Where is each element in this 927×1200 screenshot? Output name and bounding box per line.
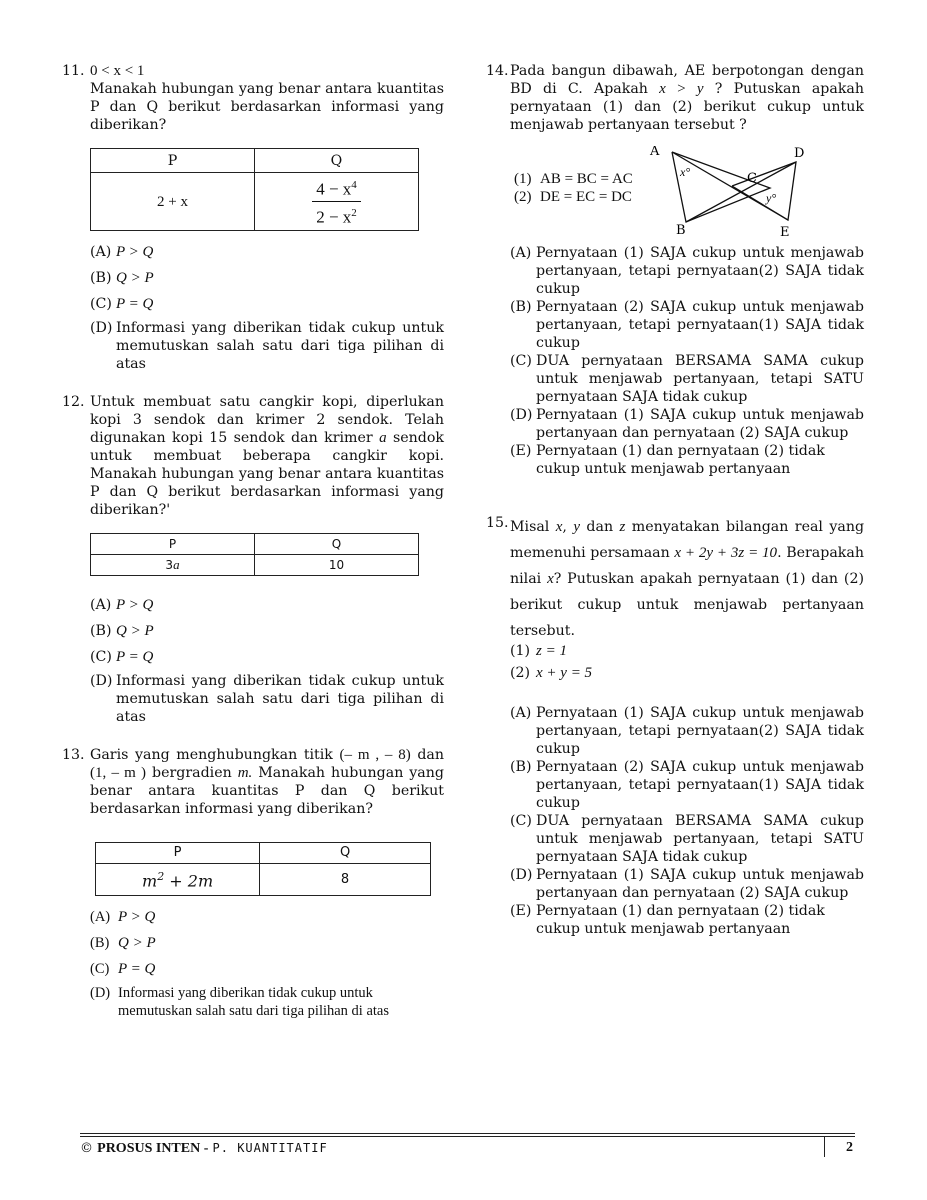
- option-label: (D): [90, 320, 113, 336]
- statement-2: [510, 662, 864, 684]
- option-text: DUA pernyataan BERSAMA SAMA cukup untuk menjawab pertanyaan, tetapi SATU pernyataan SAJA tidak cukup: [536, 813, 864, 865]
- option-label: (D): [510, 867, 533, 883]
- text-part: Manakah hubungan yang benar antara kuantitas P dan Q berikut berdasarkan informasi yang diberikan?: [90, 765, 444, 817]
- header-p: P: [91, 149, 255, 173]
- denominator-exponent: 2: [351, 207, 357, 219]
- option-c: [510, 812, 864, 866]
- variable-x: x: [555, 519, 563, 535]
- line-ae: [672, 152, 788, 220]
- option-label: (C): [90, 961, 110, 977]
- option-b: [510, 758, 864, 812]
- question-14: [486, 62, 864, 478]
- option-text: P = Q: [118, 961, 156, 977]
- value-p: 2 + x: [91, 173, 255, 231]
- options: [90, 243, 444, 373]
- numerator: 4 − x: [316, 180, 352, 199]
- footer-rule: [80, 1133, 855, 1134]
- variable-x: x: [547, 571, 554, 587]
- option-text: P = Q: [116, 649, 154, 665]
- triangle-abc: [672, 152, 770, 222]
- equation: x + 2y + 3z = 10: [674, 545, 778, 561]
- text-part: bergradien: [152, 765, 232, 781]
- value-q: 8: [260, 864, 431, 896]
- option-c: [90, 648, 444, 666]
- option-text: Pernyataan (1) dan pernyataan (2) tidak cukup untuk menjawab pertanyaan: [536, 903, 825, 937]
- text-part: . Berapakah nilai: [510, 545, 864, 587]
- option-label: (C): [510, 353, 532, 369]
- option-text: Q > P: [116, 270, 154, 286]
- option-b: [90, 269, 444, 287]
- option-a: [90, 908, 444, 926]
- text-part: ? Putuskan apakah pernyataan (1) dan (2) berikut cukup untuk menjawab pertanyaan tersebut.: [510, 571, 864, 639]
- label-b: B: [676, 223, 686, 238]
- question-number: 11.: [62, 63, 85, 79]
- comparison-table: [90, 148, 419, 231]
- question-condition: 0 < x < 1: [90, 63, 145, 79]
- comparison-table: [90, 533, 419, 576]
- option-text: Q > P: [118, 935, 156, 951]
- question-11: [62, 62, 444, 373]
- statements-and-figure: [486, 136, 864, 244]
- header-p: P: [91, 534, 255, 555]
- angle-x: x°: [680, 165, 691, 179]
- question-text: [510, 514, 864, 644]
- option-e: [510, 902, 864, 938]
- option-label: (B): [90, 935, 110, 951]
- value-p: [96, 864, 260, 896]
- value-q: [255, 173, 419, 231]
- option-label: (B): [90, 623, 112, 639]
- option-text: P > Q: [116, 597, 154, 613]
- question-number: 15.: [486, 515, 509, 531]
- option-label: (A): [90, 909, 111, 925]
- text-part: ? Putuskan apakah pernyataan (1) dan (2) berikut cukup untuk menjawab pertanyaan tersebut ?: [510, 81, 865, 133]
- option-text: P > Q: [116, 244, 154, 260]
- statement-1: [514, 170, 633, 188]
- bowtie-figure: [646, 146, 816, 244]
- option-label: (A): [510, 245, 532, 261]
- fraction: [312, 176, 361, 226]
- statement-2: [514, 188, 633, 206]
- question-number: 12.: [62, 394, 85, 410]
- option-text: Informasi yang diberikan tidak cukup untuk memutuskan salah satu dari tiga pilihan di atas: [118, 985, 390, 1019]
- text-part: menyatakan bilangan real yang memenuhi persamaan: [510, 519, 865, 561]
- statement-label: (1): [514, 171, 532, 187]
- header-q: Q: [260, 843, 431, 864]
- option-label: (B): [90, 270, 112, 286]
- option-label: (B): [510, 299, 532, 315]
- value-q: 10: [255, 555, 419, 576]
- question-12: [62, 393, 444, 726]
- option-label: (D): [510, 407, 533, 423]
- option-d: [510, 406, 864, 442]
- text-part: dan: [417, 747, 444, 763]
- statements: [514, 170, 633, 206]
- option-text: Q > P: [116, 623, 154, 639]
- option-label: (C): [510, 813, 532, 829]
- statement-text: AB = BC = AC: [540, 171, 633, 187]
- option-c: [510, 352, 864, 406]
- header-q: Q: [255, 534, 419, 555]
- variable: m.: [237, 765, 253, 781]
- option-label: (B): [510, 759, 532, 775]
- variable: a: [173, 557, 180, 572]
- option-text: P = Q: [116, 296, 154, 312]
- page-footer: [80, 1133, 855, 1163]
- text-part: ,: [562, 519, 567, 535]
- copyright-icon: ©: [80, 1141, 93, 1156]
- variable-z: z: [619, 519, 626, 535]
- question-13: [62, 746, 444, 1020]
- header-q: Q: [255, 149, 419, 173]
- statement-text: x + y = 5: [536, 665, 593, 681]
- option-label: (A): [510, 705, 532, 721]
- option-b: [510, 298, 864, 352]
- footer-subject: P. KUANTITATIF: [212, 1141, 328, 1155]
- footer-brand: PROSUS INTEN -: [97, 1141, 209, 1156]
- option-d: [90, 984, 444, 1020]
- statement-text: z = 1: [536, 643, 567, 659]
- statement-label: (2): [514, 189, 532, 205]
- point-2: (1, – m ): [90, 765, 147, 781]
- option-label: (C): [90, 649, 112, 665]
- option-text: Pernyataan (1) SAJA cukup untuk menjawab pertanyaan dan pernyataan (2) SAJA cukup: [536, 867, 864, 901]
- text-part: Untuk membuat satu cangkir kopi, diperlukan kopi 3 sendok dan krimer 2 sendok. Telah digunakan kopi 15 sendok dan krimer: [90, 394, 444, 446]
- label-d: D: [794, 146, 805, 161]
- option-b: [90, 934, 444, 952]
- right-column: [486, 62, 864, 958]
- exponent: 2: [157, 870, 165, 884]
- label-e: E: [780, 225, 790, 240]
- option-label: (D): [90, 985, 111, 1001]
- footer-text: [80, 1141, 328, 1157]
- numerator-exponent: 4: [351, 179, 357, 192]
- option-d: [90, 672, 444, 726]
- option-text: Informasi yang diberikan tidak cukup untuk memutuskan salah satu dari tiga pilihan di atas: [116, 673, 444, 725]
- question-text: Manakah hubungan yang benar antara kuantitas P dan Q berikut berdasarkan informasi yang diberikan?: [90, 81, 444, 133]
- comparison-table: [95, 842, 431, 896]
- question-number: 13.: [62, 747, 85, 763]
- option-c: [90, 960, 444, 978]
- label-c: C: [747, 171, 757, 186]
- footer-rule-thin: [80, 1136, 855, 1137]
- options: [510, 244, 864, 478]
- option-text: Informasi yang diberikan tidak cukup untuk memutuskan salah satu dari tiga pilihan di atas: [116, 320, 444, 372]
- header-p: P: [96, 843, 260, 864]
- option-a: [90, 596, 444, 614]
- base: m: [142, 871, 158, 891]
- option-text: Pernyataan (2) SAJA cukup untuk menjawab pertanyaan, tetapi pernyataan(1) SAJA tidak cukup: [536, 299, 864, 351]
- page-number: 2: [846, 1140, 853, 1155]
- option-label: (E): [510, 443, 532, 459]
- option-label: (A): [90, 597, 112, 613]
- angle-y: y°: [766, 191, 777, 205]
- option-c: [90, 295, 444, 313]
- option-label: (A): [90, 244, 112, 260]
- option-text: Pernyataan (1) SAJA cukup untuk menjawab pertanyaan, tetapi pernyataan(2) SAJA tidak cukup: [536, 245, 864, 297]
- value-p: [91, 555, 255, 576]
- question-text: [90, 746, 444, 818]
- option-a: [510, 244, 864, 298]
- option-label: (E): [510, 903, 532, 919]
- text-part: Misal: [510, 519, 550, 535]
- statement-text: DE = EC = DC: [540, 189, 632, 205]
- options: [510, 704, 864, 938]
- question-text: [90, 393, 444, 519]
- question-text: [510, 62, 864, 134]
- statements: [510, 640, 864, 684]
- rest: + 2m: [164, 871, 214, 891]
- label-a: A: [650, 146, 660, 159]
- option-label: (C): [90, 296, 112, 312]
- variable-y: y: [573, 519, 581, 535]
- option-text: DUA pernyataan BERSAMA SAMA cukup untuk menjawab pertanyaan, tetapi SATU pernyataan SAJA tidak cukup: [536, 353, 864, 405]
- options: [90, 908, 444, 1020]
- option-b: [90, 622, 444, 640]
- coefficient: 3: [165, 558, 174, 572]
- option-d: [510, 866, 864, 902]
- text-part: dan: [586, 519, 614, 535]
- left-column: [62, 62, 444, 1040]
- question-number: 14.: [486, 63, 509, 79]
- option-e: [510, 442, 864, 478]
- footer-separator: [824, 1137, 825, 1157]
- statement-label: (2): [510, 665, 531, 681]
- text-part: Garis yang menghubungkan titik: [90, 747, 333, 763]
- option-a: [510, 704, 864, 758]
- statement-label: (1): [510, 643, 531, 659]
- denominator: 2 − x: [316, 207, 352, 227]
- text-part: sendok untuk membuat beberapa cangkir kopi. Manakah hubungan yang benar antara kuantitas P dan Q berikut berdasarkan informasi yang diberikan?': [90, 430, 445, 518]
- condition: x > y: [659, 81, 704, 97]
- point-1: (– m , – 8): [339, 747, 411, 763]
- text-part: Pada bangun dibawah, AE berpotongan dengan BD di C. Apakah: [510, 63, 864, 97]
- option-text: Pernyataan (2) SAJA cukup untuk menjawab pertanyaan, tetapi pernyataan(1) SAJA tidak cukup: [536, 759, 864, 811]
- option-text: Pernyataan (1) dan pernyataan (2) tidak cukup untuk menjawab pertanyaan: [536, 443, 825, 477]
- option-a: [90, 243, 444, 261]
- options: [90, 596, 444, 726]
- option-label: (D): [90, 673, 113, 689]
- option-text: Pernyataan (1) SAJA cukup untuk menjawab pertanyaan dan pernyataan (2) SAJA cukup: [536, 407, 864, 441]
- option-d: [90, 319, 444, 373]
- variable: a: [379, 430, 387, 446]
- question-15: [486, 514, 864, 938]
- option-text: Pernyataan (1) SAJA cukup untuk menjawab pertanyaan, tetapi pernyataan(2) SAJA tidak cukup: [536, 705, 864, 757]
- option-text: P > Q: [118, 909, 156, 925]
